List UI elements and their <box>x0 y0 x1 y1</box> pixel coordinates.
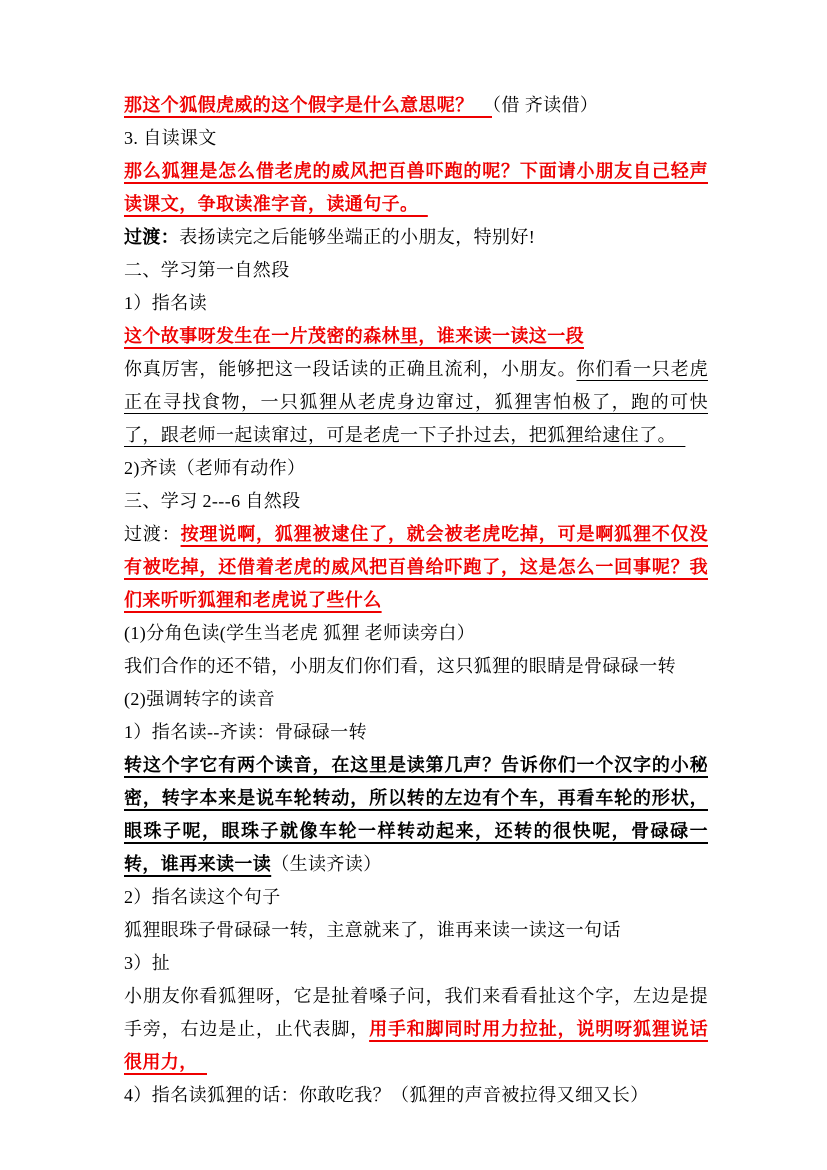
text-run: 过渡： <box>124 227 180 247</box>
text-run: 那么狐狸是怎么借老虎的威风把百兽吓跑的呢？下面请小朋友自己轻声读课文，争取读准字音，读通句子。 <box>124 161 708 214</box>
text-run: 狐狸眼珠子骨碌碌一转，主意就来了，谁再来读一读这一句话 <box>124 920 621 940</box>
paragraph <box>124 980 708 1079</box>
paragraph <box>124 1079 708 1112</box>
text-run: 那这个狐假虎威的这个假字是什么意思呢？ <box>124 95 492 115</box>
text-run: 我们合作的还不错，小朋友们你们看，这只狐狸的眼睛是骨碌碌一转 <box>124 656 676 676</box>
text-run: 转这个字它有两个读音，在这里是读第几声？告诉你们一个汉字的小秘密，转字本来是说车轮转动，所以转的左边有个车，再看车轮的形状，眼珠子呢，眼珠子就像车轮一样转动起来，还转的很快呢，骨碌碌一转，谁再来读一读 <box>124 755 708 874</box>
text-run: 二、学习第一自然段 <box>124 260 290 280</box>
paragraph <box>124 89 708 122</box>
paragraph <box>124 650 708 683</box>
text-run: 3）扯 <box>124 953 171 973</box>
paragraph <box>124 155 708 221</box>
paragraph <box>124 947 708 980</box>
text-run: 4）指名读狐狸的话：你敢吃我？（狐狸的声音被拉得又细又长） <box>124 1085 649 1105</box>
paragraph <box>124 716 708 749</box>
text-run: 你们看一只老虎正在寻找食物，一只狐狸从老虎身边窜过，狐狸害怕极了，跑的可快了，跟老师一起读窜过，可是老虎一下子扑过去，把狐狸给逮住了。 <box>124 359 708 445</box>
document-content <box>124 89 708 1112</box>
paragraph <box>124 617 708 650</box>
text-run: （生读齐读） <box>271 854 382 874</box>
text-run: 2)齐读（老师有动作） <box>124 458 306 478</box>
text-run: 按理说啊，狐狸被逮住了，就会被老虎吃掉，可是啊狐狸不仅没有被吃掉，还借着老虎的威风把百兽给吓跑了，这是怎么一回事呢？我们来听听狐狸和老虎说了些什么 <box>124 524 708 610</box>
text-run: (1)分角色读(学生当老虎 狐狸 老师读旁白） <box>124 623 476 643</box>
text-run: (2)强调转字的读音 <box>124 689 275 709</box>
paragraph <box>124 221 708 254</box>
paragraph <box>124 254 708 287</box>
paragraph <box>124 518 708 617</box>
text-run: 3. 自读课文 <box>124 128 217 148</box>
text-run: 三、学习 2---6 自然段 <box>124 491 301 511</box>
paragraph <box>124 353 708 452</box>
paragraph <box>124 320 708 353</box>
text-run: 小朋友你看狐狸呀，它是扯着嗓子问，我们来看看扯这个字，左边是提手旁，右边是止，止代表脚， <box>124 986 708 1039</box>
paragraph <box>124 881 708 914</box>
text-run: 2）指名读这个句子 <box>124 887 281 907</box>
text-run: 1）指名读 <box>124 293 207 313</box>
text-run: 这个故事呀发生在一片茂密的森林里，谁来读一读这一段 <box>124 326 584 346</box>
paragraph <box>124 749 708 881</box>
text-run: 你真厉害，能够把这一段话读的正确且流利，小朋友。 <box>124 359 577 379</box>
paragraph <box>124 683 708 716</box>
paragraph <box>124 452 708 485</box>
paragraph <box>124 914 708 947</box>
text-run: （借 齐读借） <box>492 95 599 115</box>
text-run: 过渡： <box>124 524 181 544</box>
paragraph <box>124 485 708 518</box>
text-run: 1）指名读--齐读：骨碌碌一转 <box>124 722 367 742</box>
paragraph <box>124 122 708 155</box>
paragraph <box>124 287 708 320</box>
text-run: 用手和脚同时用力拉扯，说明呀狐狸说话很用力， <box>124 1019 708 1072</box>
text-run: 表扬读完之后能够坐端正的小朋友，特别好! <box>179 227 536 247</box>
